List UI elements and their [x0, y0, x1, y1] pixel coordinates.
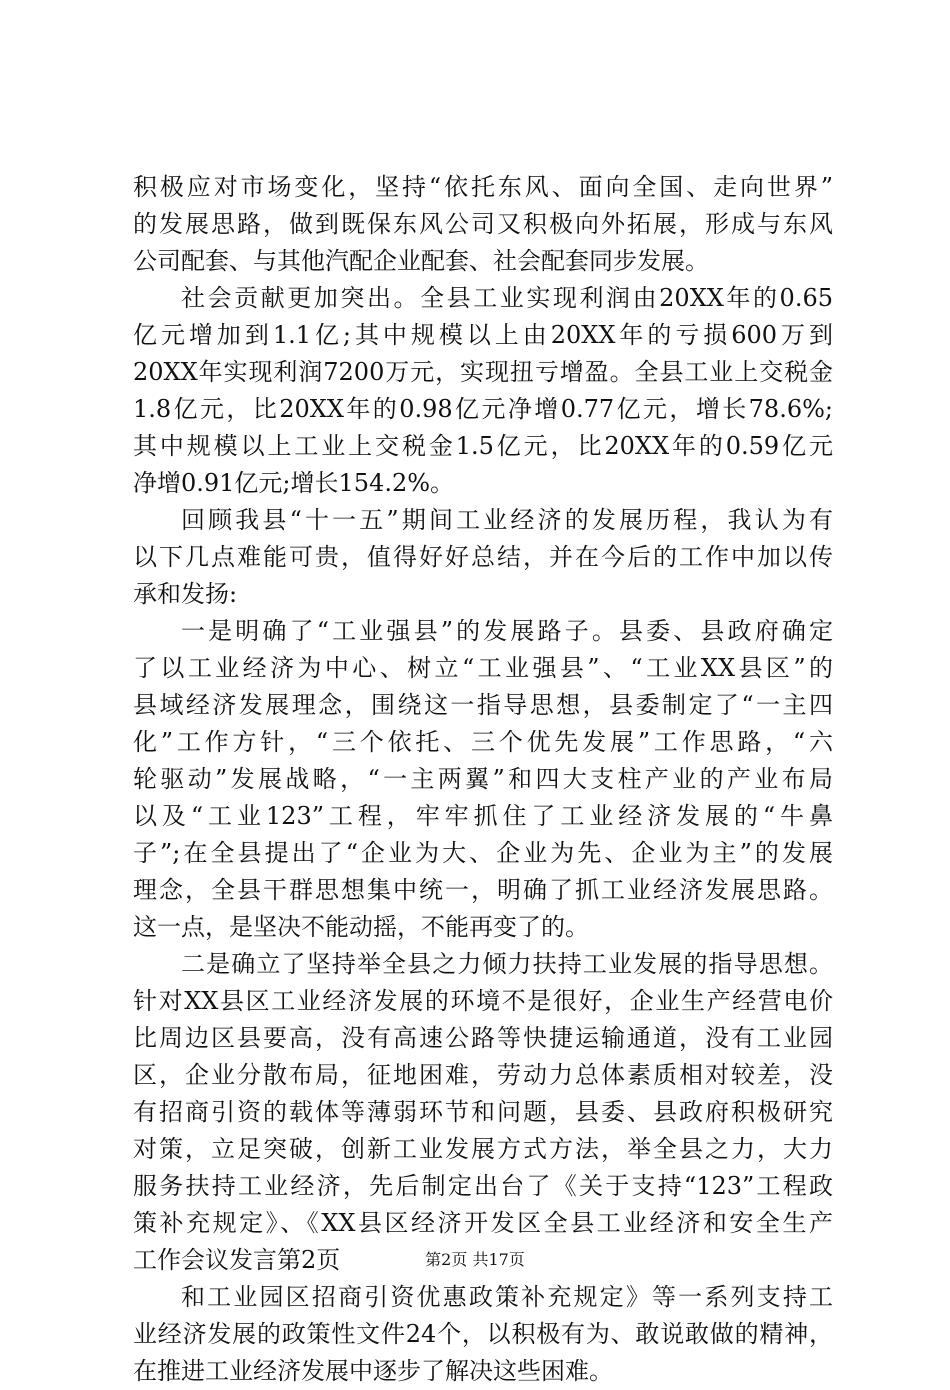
text-line: 以下几点难能可贵，值得好好总结，并在今后的工作中加以传 [133, 543, 833, 571]
text-line: 20XX年实现利润7200万元，实现扭亏增盈。全县工业上交税金 [133, 358, 833, 386]
text-line: 县域经济发展理念，围绕这一指导思想，县委制定了“一主四 [133, 691, 833, 719]
text-line: 1.8亿元，比20XX年的0.98亿元净增0.77亿元，增长78.6%; [133, 395, 833, 423]
text-line: 区，企业分散布局，征地困难，劳动力总体素质相对较差，没 [133, 1061, 833, 1089]
page-footer [0, 1247, 950, 1270]
text-line: 轮驱动”发展战略，“一主两翼”和四大支柱产业的产业布局 [133, 765, 833, 793]
text-line: 承和发扬: [133, 580, 238, 608]
text-line: 一是明确了“工业强县”的发展路子。县委、县政府确定 [181, 617, 833, 645]
text-line: 社会贡献更加突出。全县工业实现利润由20XX年的0.65 [181, 284, 833, 312]
text-line: 公司配套、与其他汽配企业配套、社会配套同步发展。 [133, 247, 709, 275]
document-body [133, 169, 833, 1390]
text-line: 子”;在全县提出了“企业为大、企业为先、企业为主”的发展 [133, 839, 833, 867]
text-line: 有招商引资的载体等薄弱环节和问题，县委、县政府积极研究 [133, 1098, 833, 1126]
text-line: 二是确立了坚持举全县之力倾力扶持工业发展的指导思想。 [181, 950, 833, 978]
text-line: 策补充规定》、《XX县区经济开发区全县工业经济和安全生产 [133, 1209, 833, 1237]
text-line: 业经济发展的政策性文件24个，以积极有为、敢说敢做的精神， [133, 1320, 833, 1348]
text-line: 比周边区县要高，没有高速公路等快捷运输通道，没有工业园 [133, 1024, 833, 1052]
text-line: 这一点，是坚决不能动摇，不能再变了的。 [133, 913, 589, 941]
text-line: 在推进工业经济发展中逐步了解决这些困难。 [133, 1357, 613, 1385]
text-line: 和工业园区招商引资优惠政策补充规定》等一系列支持工 [181, 1283, 833, 1311]
text-line: 净增0.91亿元;增长154.2%。 [133, 469, 455, 497]
text-line: 服务扶持工业经济，先后制定出台了《关于支持“123”工程政 [133, 1172, 833, 1200]
text-line: 理念，全县干群思想集中统一，明确了抓工业经济发展思路。 [133, 876, 833, 904]
text-line: 工作会议发言第2页 [133, 1246, 341, 1274]
text-line: 化”工作方针，“三个依托、三个优先发展”工作思路，“六 [133, 728, 833, 756]
text-line: 以及“工业123”工程，牢牢抓住了工业经济发展的“牛鼻 [133, 802, 833, 830]
text-line: 积极应对市场变化，坚持“依托东风、面向全国、走向世界” [133, 173, 833, 201]
page-number: 第2页 共17页 [425, 1250, 525, 1269]
text-line: 的发展思路，做到既保东风公司又积极向外拓展，形成与东风 [133, 210, 833, 238]
text-line: 亿元增加到1.1亿;其中规模以上由20XX年的亏损600万到 [133, 321, 833, 349]
text-line: 对策，立足突破，创新工业发展方式方法，举全县之力，大力 [133, 1135, 833, 1163]
text-line: 针对XX县区工业经济发展的环境不是很好，企业生产经营电价 [133, 987, 833, 1015]
text-line: 回顾我县“十一五”期间工业经济的发展历程，我认为有 [181, 506, 833, 534]
text-line: 了以工业经济为中心、树立“工业强县”、“工业XX县区”的 [133, 654, 833, 682]
text-line: 其中规模以上工业上交税金1.5亿元，比20XX年的0.59亿元 [133, 432, 833, 460]
